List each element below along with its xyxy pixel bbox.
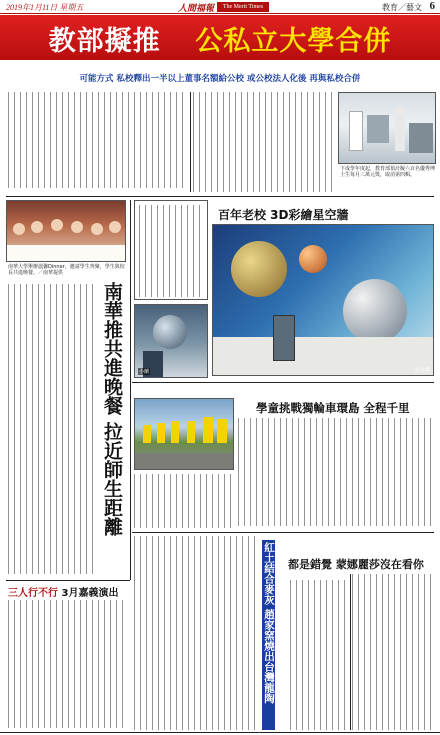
nanhua-headline: 南華推共進晚餐 拉近師生距離 — [101, 282, 123, 536]
main-headline-banner — [0, 15, 440, 60]
main-story-photo-caption: 下成學年度起，教育部預計擬六百名優秀博士生每月三萬元獎，取消第四輯。 — [340, 166, 436, 178]
cycling-story-text — [238, 418, 434, 526]
main-headline — [0, 19, 440, 58]
main-story-photo — [338, 92, 436, 164]
mural-photo-credit: 記者攝 — [414, 367, 430, 373]
kiln-story-text-left — [134, 536, 258, 730]
mural-headline: 百年老校 3D彩繪星空牆 — [218, 208, 349, 222]
main-story-text-mid — [193, 92, 333, 192]
unicycle-team-photo — [134, 398, 234, 470]
main-headline-right: 公私立大學合併 — [195, 26, 392, 57]
kiln-headline: 紅土結合麥灰 趙家窯燒出台灣龍陶 — [262, 540, 275, 730]
section-name: 教育／藝文 — [382, 3, 422, 12]
nanhua-dinner-photo — [6, 200, 126, 262]
kiln-story-text-right — [290, 580, 348, 730]
masthead-bar — [0, 0, 440, 14]
show-headline-suffix: 3月嘉義演出 — [61, 588, 119, 599]
main-story-text-left — [8, 92, 188, 188]
monalisa-headline: 都是錯覺 蒙娜麗莎沒在看你 — [288, 558, 424, 571]
issue-date: 2019年1月11日 星期五 — [6, 3, 84, 12]
monalisa-story-text — [352, 574, 434, 730]
nanhua-story-text — [8, 284, 98, 574]
show-headline — [8, 584, 118, 599]
show-story-text — [8, 600, 128, 728]
nanhua-photo-caption: 南華大學舉辦溫馨Dinner，邀請學生齊聚，學生與校長共進晚餐。／南華提供 — [8, 264, 125, 276]
newspaper-logo: 人間福報 — [178, 4, 215, 14]
page-number: 6 — [429, 0, 435, 12]
newspaper-logo-english: The Merit Times — [217, 2, 269, 12]
mural-student-photo — [134, 304, 208, 378]
mural-inset-text-box — [134, 200, 208, 300]
mural-photo-label: 小蘭 — [139, 369, 150, 375]
main-subhead: 可能方式 私校釋出一半以上董事名額給公校 或公校法人化後 再與私校合併 — [79, 74, 361, 84]
cycling-story-text-lower — [134, 474, 234, 528]
cycling-headline: 學童挑戰獨輪車環島 全程千里 — [256, 401, 410, 415]
main-headline-left: 教部擬推 — [48, 26, 161, 57]
show-headline-prefix: 三人行不行 — [8, 588, 58, 599]
mural-planet-photo — [212, 224, 434, 376]
